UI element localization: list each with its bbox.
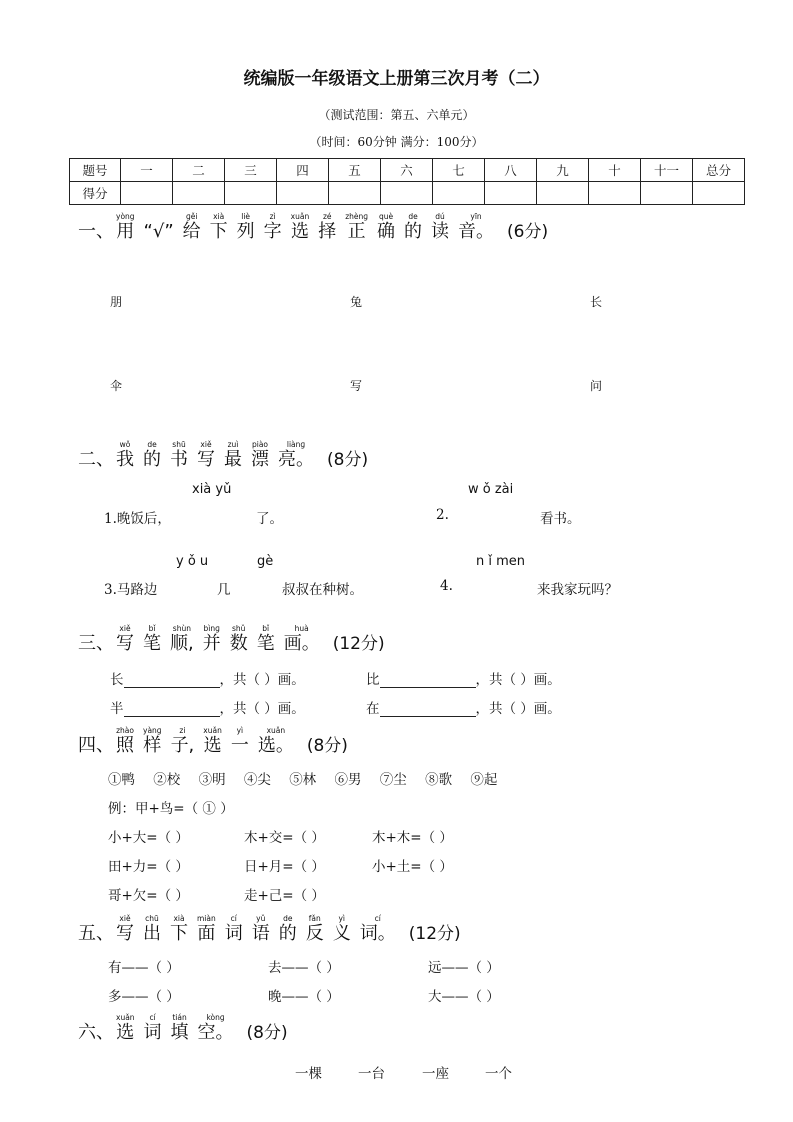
heading-char <box>144 1013 162 1044</box>
q3-item-4 <box>366 697 561 717</box>
hanzi: 漂 <box>251 449 269 470</box>
heading-char <box>171 1013 189 1044</box>
heading-char <box>203 726 222 757</box>
hanzi: 笔 <box>143 633 161 654</box>
score-col-2: 二 <box>173 159 225 182</box>
q4-blank[interactable]: 木+交=（ ） <box>244 830 325 846</box>
q2-pinyin-2: w ǒ zài <box>468 482 514 497</box>
pinyin-annotation: xuǎn <box>266 726 286 735</box>
hanzi: 出 <box>143 923 161 944</box>
hanzi: 选。 <box>257 735 294 756</box>
q4-option: ③明 <box>198 772 226 788</box>
q2-ruby-group <box>116 440 323 471</box>
q1-points: (6分) <box>507 222 549 242</box>
heading-char <box>306 914 324 945</box>
heading-char <box>143 914 161 945</box>
q3-item-char: 半 <box>110 701 124 717</box>
q4-option: ⑨起 <box>470 772 498 788</box>
score-col-1: 一 <box>121 159 173 182</box>
hanzi: 用 <box>116 221 135 242</box>
hanzi: 照 <box>116 735 134 756</box>
heading-char <box>203 624 221 655</box>
q2-pinyin-4: gè <box>257 554 274 569</box>
score-col-total: 总分 <box>693 159 745 182</box>
pinyin-annotation: xià <box>213 212 225 221</box>
hanzi: 我 <box>116 449 134 470</box>
pinyin-annotation: zi <box>179 726 186 735</box>
q4-blank[interactable]: 日+月=（ ） <box>244 859 325 875</box>
pinyin-annotation: piào <box>251 440 269 449</box>
score-table <box>69 158 745 205</box>
hanzi: 反 <box>305 923 324 944</box>
q5-ruby-group <box>116 914 405 945</box>
score-col-6: 六 <box>381 159 433 182</box>
hanzi: 空。 <box>197 1022 234 1043</box>
heading-char <box>144 212 174 243</box>
hanzi: 写 <box>116 633 134 654</box>
hanzi: 并 <box>202 633 221 654</box>
q3-item-char: 比 <box>366 672 380 688</box>
q2-sentence-4-end: 来我家玩吗？ <box>537 582 618 598</box>
hanzi: 的 <box>278 923 297 944</box>
hanzi: 词 <box>143 1022 162 1043</box>
pinyin-annotation: yì <box>338 914 346 923</box>
pinyin-annotation: zhènɡ <box>345 212 369 221</box>
pinyin-annotation: dú <box>435 212 445 221</box>
heading-char <box>116 1013 135 1044</box>
score-table-label: 题号 <box>70 159 121 182</box>
score-col-3: 三 <box>225 159 277 182</box>
hanzi: 词。 <box>359 923 396 944</box>
q4-ruby-group <box>116 726 303 757</box>
q2-points: (8分) <box>327 450 369 470</box>
q1-number: 一、 <box>78 221 114 242</box>
q4-option: ④尖 <box>243 772 271 788</box>
pinyin-annotation: ɡěi <box>185 212 198 221</box>
q4-blank[interactable]: 哥+欠=（ ） <box>108 888 189 904</box>
q3-number: 三、 <box>78 633 114 654</box>
heading-char <box>291 212 310 243</box>
pinyin-annotation: kònɡ <box>206 1013 225 1022</box>
q4-blank[interactable]: 走+己=（ ） <box>244 888 325 904</box>
hanzi: 给 <box>182 221 201 242</box>
heading-char <box>197 440 215 471</box>
score-cell[interactable] <box>537 182 589 205</box>
pinyin-annotation: yì <box>236 726 244 735</box>
heading-char <box>170 914 188 945</box>
q4-option: ⑦尘 <box>379 772 407 788</box>
q2-sentence-2-end: 看书。 <box>540 511 581 527</box>
hanzi: 音。 <box>458 221 495 242</box>
heading-char <box>170 440 188 471</box>
score-cell[interactable] <box>641 182 693 205</box>
q3-item-tail: ，共（ ）画。 <box>219 672 305 688</box>
heading-char <box>333 914 351 945</box>
q1-word-5: 写 <box>350 379 363 393</box>
q3-item-1 <box>110 668 305 688</box>
q6-word-1: 一棵 <box>295 1066 322 1082</box>
q5-blank[interactable]: 晚——（ ） <box>268 989 340 1005</box>
q4-option: ①鸭 <box>108 772 135 788</box>
hanzi: 选 <box>203 735 222 756</box>
hanzi: 画。 <box>283 633 320 654</box>
q4-options <box>108 768 511 788</box>
score-col-8: 八 <box>485 159 537 182</box>
score-cell[interactable] <box>381 182 433 205</box>
q2-heading <box>78 440 368 471</box>
pinyin-annotation: yīn <box>470 212 482 221</box>
heading-char <box>237 212 255 243</box>
q4-example: 例：甲+鸟=（ ① ） <box>108 801 234 817</box>
score-col-5: 五 <box>329 159 381 182</box>
q1-word-2: 兔 <box>350 295 363 309</box>
q4-option: ⑤林 <box>289 772 317 788</box>
heading-char <box>284 624 320 655</box>
heading-char <box>345 212 368 243</box>
q5-blank[interactable]: 有——（ ） <box>108 960 180 976</box>
q3-item-3 <box>110 697 305 717</box>
score-table-score-row <box>70 182 745 205</box>
q3-ruby-group <box>116 624 329 655</box>
heading-char <box>279 914 297 945</box>
score-cell[interactable] <box>225 182 277 205</box>
pinyin-annotation: wǒ <box>119 440 131 449</box>
heading-char <box>318 212 336 243</box>
score-cell[interactable] <box>173 182 225 205</box>
hanzi: 一 <box>230 735 249 756</box>
score-table-header-row <box>70 159 745 182</box>
pinyin-annotation: xià <box>173 914 185 923</box>
hanzi: 确 <box>377 221 396 242</box>
hanzi: 选 <box>116 1022 135 1043</box>
hanzi: “√” <box>143 221 174 242</box>
score-col-7: 七 <box>433 159 485 182</box>
pinyin-annotation: xuǎn <box>116 1013 135 1022</box>
q3-heading <box>78 624 385 655</box>
heading-char <box>458 212 494 243</box>
q5-heading <box>78 914 461 945</box>
heading-char <box>377 212 395 243</box>
q2-number: 二、 <box>78 449 114 470</box>
q1-word-3: 长 <box>590 295 603 309</box>
heading-char <box>278 440 314 471</box>
heading-char <box>171 726 195 757</box>
answer-line[interactable] <box>380 673 476 688</box>
q2-pinyin-5: n ǐ men <box>476 554 526 569</box>
hanzi: 字 <box>263 221 282 242</box>
q1-word-6: 问 <box>590 379 603 393</box>
heading-char <box>251 440 269 471</box>
hanzi: 语 <box>251 923 270 944</box>
pinyin-annotation: de <box>147 440 157 449</box>
score-cell[interactable] <box>277 182 329 205</box>
q2-sentence-3-end: 叔叔在种树。 <box>282 582 363 598</box>
q4-number: 四、 <box>78 735 114 756</box>
heading-char <box>198 1013 234 1044</box>
q1-word-4: 伞 <box>110 379 123 393</box>
q2-sentence-4-start: 4. <box>440 578 453 594</box>
hanzi: 选 <box>290 221 309 242</box>
pinyin-annotation: xiě <box>200 440 212 449</box>
q6-heading <box>78 1013 288 1044</box>
answer-line[interactable] <box>380 702 476 717</box>
heading-char <box>170 624 194 655</box>
hanzi: 列 <box>236 221 255 242</box>
q2-sentence-1-start: 1.晚饭后， <box>104 511 171 527</box>
hanzi: 数 <box>229 633 248 654</box>
heading-char <box>116 440 134 471</box>
q3-item-char: 长 <box>110 672 124 688</box>
q3-item-tail: ，共（ ）画。 <box>475 672 561 688</box>
q6-points: (8分) <box>246 1023 288 1043</box>
q4-heading <box>78 726 348 757</box>
score-row-label: 得分 <box>70 182 121 205</box>
q4-blank[interactable]: 小+大=（ ） <box>108 830 189 846</box>
hanzi: 样 <box>143 735 162 756</box>
pinyin-annotation: miàn <box>197 914 216 923</box>
hanzi: 词 <box>224 923 243 944</box>
q3-points: (12分) <box>332 634 385 654</box>
pinyin-annotation: yǔ <box>256 914 266 923</box>
pinyin-annotation: shùn <box>172 624 191 633</box>
heading-char <box>183 212 201 243</box>
heading-char <box>116 726 134 757</box>
hanzi: 正 <box>347 221 366 242</box>
heading-char <box>116 624 134 655</box>
hanzi: 书 <box>170 449 188 470</box>
hanzi: 最 <box>224 449 242 470</box>
heading-char <box>264 212 282 243</box>
q5-number: 五、 <box>78 923 114 944</box>
hanzi: 亮。 <box>278 449 314 470</box>
score-cell[interactable] <box>433 182 485 205</box>
pinyin-annotation: de <box>408 212 418 221</box>
hanzi: 写 <box>197 449 215 470</box>
q2-sentence-3-start: 3.马路边 <box>104 582 158 598</box>
pinyin-annotation: zì <box>269 212 276 221</box>
pinyin-annotation: cí <box>149 1013 156 1022</box>
score-cell[interactable] <box>485 182 537 205</box>
pinyin-annotation: xuǎn <box>290 212 310 221</box>
q6-word-3: 一座 <box>422 1066 449 1082</box>
q5-points: (12分) <box>408 924 461 944</box>
heading-char <box>257 624 275 655</box>
hanzi: 顺, <box>170 633 194 654</box>
hanzi: 义 <box>332 923 351 944</box>
heading-char <box>252 914 270 945</box>
pinyin-annotation: de <box>283 914 293 923</box>
answer-line[interactable] <box>124 673 220 688</box>
q5-blank[interactable]: 去——（ ） <box>268 960 340 976</box>
heading-char <box>224 440 242 471</box>
pinyin-annotation: què <box>378 212 394 221</box>
hanzi: 写 <box>116 923 134 944</box>
pinyin-annotation: cí <box>230 914 237 923</box>
q4-blank[interactable]: 田+力=（ ） <box>108 859 189 875</box>
heading-char <box>231 726 249 757</box>
heading-char <box>404 212 422 243</box>
q2-sentence-3-mid: 几 <box>217 582 231 598</box>
score-col-9: 九 <box>537 159 589 182</box>
score-col-11: 十一 <box>641 159 693 182</box>
answer-line[interactable] <box>124 702 220 717</box>
test-scope: （测试范围：第五、六单元） <box>318 108 475 122</box>
q3-item-2 <box>366 668 561 688</box>
heading-char <box>143 726 162 757</box>
heading-char <box>210 212 228 243</box>
q3-item-char: 在 <box>366 701 380 717</box>
pinyin-annotation: shū <box>172 440 186 449</box>
score-col-4: 四 <box>277 159 329 182</box>
q6-word-4: 一个 <box>485 1066 512 1082</box>
pinyin-annotation: yòng <box>116 212 135 221</box>
hanzi: 面 <box>197 923 216 944</box>
q1-ruby-group <box>116 212 503 243</box>
score-cell[interactable] <box>589 182 641 205</box>
hanzi: 下 <box>170 923 188 944</box>
pinyin-annotation: xiě <box>119 624 131 633</box>
pinyin-annotation: xuǎn <box>203 726 222 735</box>
pinyin-annotation: liè <box>241 212 251 221</box>
pinyin-annotation: tián <box>172 1013 187 1022</box>
score-cell[interactable] <box>121 182 173 205</box>
q1-heading <box>78 212 548 243</box>
heading-char <box>143 624 161 655</box>
pinyin-annotation: shǔ <box>232 624 246 633</box>
heading-char <box>230 624 248 655</box>
pinyin-annotation: yànɡ <box>143 726 162 735</box>
pinyin-annotation: fǎn <box>308 914 321 923</box>
hanzi: 读 <box>431 221 450 242</box>
q4-option: ⑧歌 <box>425 772 453 788</box>
hanzi: 的 <box>143 449 161 470</box>
heading-char <box>197 914 216 945</box>
heading-char <box>225 914 243 945</box>
hanzi: 择 <box>318 221 337 242</box>
q5-blank[interactable]: 大——（ ） <box>428 989 500 1005</box>
q2-sentence-1-end: 了。 <box>256 511 283 527</box>
heading-char <box>258 726 294 757</box>
q2-pinyin-1: xià yǔ <box>192 482 232 497</box>
pinyin-annotation: bǐ <box>262 624 270 633</box>
heading-char <box>431 212 449 243</box>
pinyin-annotation: cí <box>374 914 381 923</box>
q3-item-tail: ，共（ ）画。 <box>475 701 561 717</box>
page-title: 统编版一年级语文上册第三次月考（二） <box>243 69 550 89</box>
q3-item-tail: ，共（ ）画。 <box>219 701 305 717</box>
hanzi: 子, <box>170 735 195 756</box>
pinyin-annotation: bǐ <box>148 624 156 633</box>
hanzi: 的 <box>404 221 423 242</box>
heading-char <box>116 212 135 243</box>
pinyin-annotation: zhào <box>116 726 134 735</box>
pinyin-annotation: xiě <box>119 914 131 923</box>
q4-points: (8分) <box>306 736 348 756</box>
time-and-score: （时间：60分钟 满分：100分） <box>309 135 484 149</box>
heading-char <box>116 914 134 945</box>
q1-word-1: 朋 <box>110 295 123 309</box>
heading-char <box>360 914 396 945</box>
pinyin-annotation: zuì <box>227 440 239 449</box>
hanzi: 笔 <box>256 633 275 654</box>
score-cell[interactable] <box>693 182 745 205</box>
hanzi: 下 <box>209 221 228 242</box>
q2-pinyin-3: y ǒ u <box>176 554 209 569</box>
q4-option: ②校 <box>153 772 181 788</box>
pinyin-annotation: huà <box>294 624 309 633</box>
pinyin-annotation: zé <box>322 212 332 221</box>
pinyin-annotation: chū <box>145 914 159 923</box>
q4-option: ⑥男 <box>334 772 362 788</box>
q5-blank[interactable]: 远——（ ） <box>428 960 500 976</box>
hanzi: 填 <box>170 1022 189 1043</box>
q4-blank[interactable]: 小+土=（ ） <box>372 859 453 875</box>
q6-number: 六、 <box>78 1022 114 1043</box>
score-cell[interactable] <box>329 182 381 205</box>
heading-char <box>143 440 161 471</box>
pinyin-annotation: liànɡ <box>286 440 306 449</box>
q5-blank[interactable]: 多——（ ） <box>108 989 180 1005</box>
score-col-10: 十 <box>589 159 641 182</box>
q6-word-2: 一台 <box>358 1066 385 1082</box>
pinyin-annotation: bìnɡ <box>203 624 220 633</box>
q6-ruby-group <box>116 1013 243 1044</box>
q4-blank[interactable]: 木+木=（ ） <box>372 830 453 846</box>
q2-sentence-2-start: 2. <box>436 507 449 523</box>
